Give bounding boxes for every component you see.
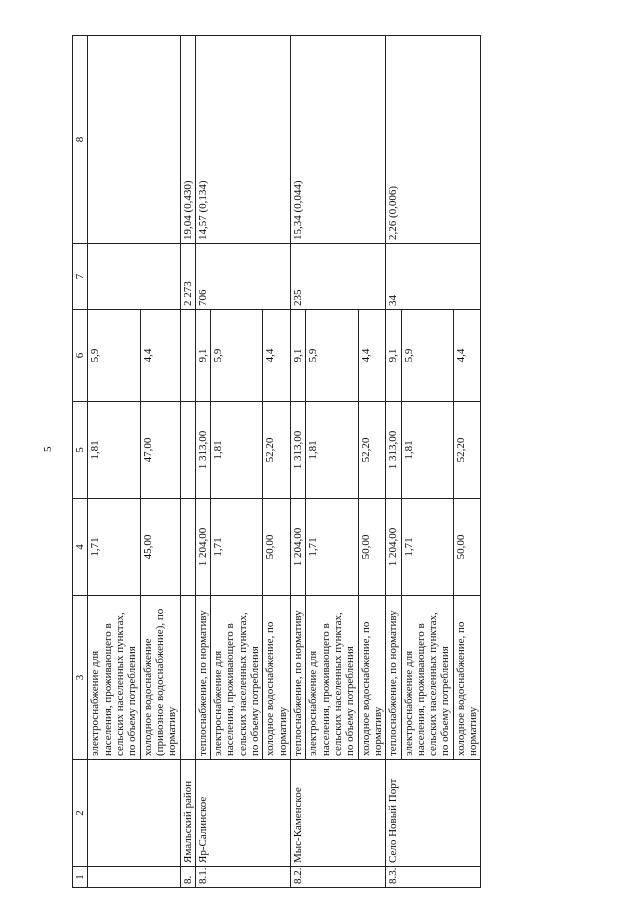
- header-cell: 1: [73, 867, 88, 888]
- tariff-c4: 1,71: [306, 499, 358, 596]
- service-electricity: электроснабжение для населения, проживающего в сельских населенных пунктах, по объему потребления: [306, 596, 358, 760]
- tariff-c6: 4,4: [453, 310, 481, 402]
- district-c7: 2 273: [180, 244, 195, 310]
- service-electricity: электроснабжение для населения, проживающего в сельских населенных пунктах, по объему потребления: [88, 596, 140, 760]
- district-row: [180, 36, 195, 888]
- tariff-c6: 9,1: [291, 310, 306, 402]
- tariff-c4: 50,00: [358, 499, 386, 596]
- tariff-c6: 9,1: [386, 310, 401, 402]
- settlement-c8: 15,34 (0,044): [291, 36, 386, 244]
- tariff-c4: 1 204,00: [291, 499, 306, 596]
- service-water: холодное водоснабжение, по нормативу: [358, 596, 386, 760]
- settlement-row: [195, 36, 210, 888]
- service-heat: теплоснабжение, по нормативу: [195, 596, 210, 760]
- settlement-c8: 14,57 (0,134): [195, 36, 290, 244]
- header-cell: 8: [73, 36, 88, 244]
- service-electricity: электроснабжение для населения, проживающего в сельских населенных пунктах, по объему потребления: [401, 596, 453, 760]
- tariff-c4: 50,00: [453, 499, 481, 596]
- cell-empty: [88, 867, 180, 888]
- header-cell: 2: [73, 760, 88, 867]
- settlement-number: 8.1.: [195, 867, 290, 888]
- tariff-c5: 47,00: [140, 402, 180, 499]
- tariff-c4: 1 204,00: [386, 499, 401, 596]
- header-cell: 7: [73, 244, 88, 310]
- header-row: [73, 36, 88, 888]
- header-cell: 6: [73, 310, 88, 402]
- district-c8: 19,04 (0,430): [180, 36, 195, 244]
- settlement-c7: 706: [195, 244, 290, 310]
- tariff-c4: 45,00: [140, 499, 180, 596]
- cell-empty: [180, 596, 195, 760]
- page-number: 5: [42, 446, 54, 452]
- tariff-c5: 1,81: [401, 402, 453, 499]
- tariff-c6: 4,4: [263, 310, 291, 402]
- tariff-c6: 5,9: [88, 310, 140, 402]
- tariff-c6: 5,9: [211, 310, 263, 402]
- tariff-c6: 5,9: [306, 310, 358, 402]
- tariff-c4: 1 204,00: [195, 499, 210, 596]
- tariff-c4: 50,00: [263, 499, 291, 596]
- tariff-c4: 1,71: [88, 499, 140, 596]
- settlement-number: 8.2.: [291, 867, 386, 888]
- tariff-c4: 1,71: [211, 499, 263, 596]
- tariff-c6: 5,9: [401, 310, 453, 402]
- settlement-name: Мыс-Каменское: [291, 760, 386, 867]
- service-water: холодное водоснабжение, по нормативу: [263, 596, 291, 760]
- tariff-c5: 1,81: [306, 402, 358, 499]
- tariff-c6: 4,4: [358, 310, 386, 402]
- tariff-c5: 1 313,00: [195, 402, 210, 499]
- tariff-c5: 1 313,00: [291, 402, 306, 499]
- settlement-name: Яр-Салинское: [195, 760, 290, 867]
- cell-empty: [180, 402, 195, 499]
- cell-empty: [180, 310, 195, 402]
- settlement-c7: 235: [291, 244, 386, 310]
- service-electricity: электроснабжение для населения, проживающего в сельских населенных пунктах, по объему потребления: [211, 596, 263, 760]
- settlement-row: [291, 36, 306, 888]
- cell-empty: [88, 36, 180, 244]
- tariff-c4: 1,71: [401, 499, 453, 596]
- tariff-c5: 1,81: [211, 402, 263, 499]
- tariff-c6: 9,1: [195, 310, 210, 402]
- service-water: холодное водоснабжение (привозное водоснабжение), по нормативу: [140, 596, 180, 760]
- tariff-c5: 52,20: [358, 402, 386, 499]
- settlement-c7: 34: [386, 244, 481, 310]
- header-cell: 4: [73, 499, 88, 596]
- settlement-number: 8.3.: [386, 867, 481, 888]
- settlement-name: Село Новый Порт: [386, 760, 481, 867]
- cell-empty: [88, 760, 180, 867]
- header-cell: 5: [73, 402, 88, 499]
- settlement-c8: 2,26 (0,006): [386, 36, 481, 244]
- tariff-c5: 1,81: [88, 402, 140, 499]
- district-number: 8.: [180, 867, 195, 888]
- cell-empty: [88, 244, 180, 310]
- tariff-c5: 52,20: [263, 402, 291, 499]
- service-heat: теплоснабжение, по нормативу: [386, 596, 401, 760]
- tariff-c5: 1 313,00: [386, 402, 401, 499]
- settlement-row: [386, 36, 401, 888]
- header-cell: 3: [73, 596, 88, 760]
- table-row: [88, 36, 140, 888]
- tariff-c5: 52,20: [453, 402, 481, 499]
- district-name: Ямальский район: [180, 760, 195, 867]
- cell-empty: [180, 499, 195, 596]
- service-water: холодное водоснабжение, по нормативу: [453, 596, 481, 760]
- rotated-table-wrapper: [72, 36, 592, 888]
- tariff-table: [72, 35, 481, 888]
- tariff-c6: 4,4: [140, 310, 180, 402]
- service-heat: теплоснабжение, по нормативу: [291, 596, 306, 760]
